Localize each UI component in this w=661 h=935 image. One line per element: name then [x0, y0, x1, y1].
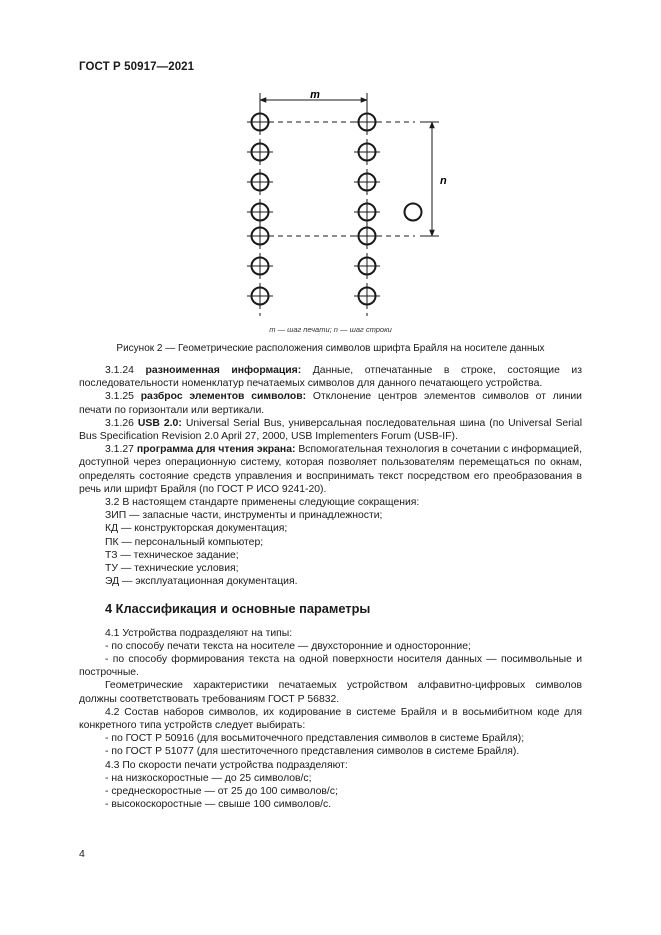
figure-legend: m — шаг печати; n — шаг строки — [269, 325, 392, 334]
paragraph-4-2: 4.2 Состав наборов символов, их кодирование в системе Брайля и в восьмибитном коде для конкретного типа устройств следует выбирать: — [79, 706, 582, 732]
label-m: m — [310, 89, 320, 101]
document-body — [79, 364, 582, 812]
list-item: - на низкоскоростные — до 25 символов/с; — [105, 772, 312, 784]
paragraph-4-1: 4.1 Устройства подразделяют на типы: — [105, 627, 293, 639]
abbreviations-intro: 3.2 В настоящем стандарте применены следующие сокращения: — [105, 497, 420, 509]
dimension-n — [420, 122, 447, 236]
figure-caption: Рисунок 2 — Геометрические расположения символов шрифта Брайля на носителе данных — [116, 343, 545, 354]
paragraph-geometry: Геометрические характеристики печатаемых устройством алфавитно-цифровых символов должны соответствовать требованиям ГОСТ Р 56832. — [79, 680, 582, 705]
abbreviation-item: ЭД — эксплуатационная документация. — [105, 576, 298, 588]
abbreviation-item: ЗИП — запасные части, инструменты и принадлежности; — [105, 510, 383, 522]
list-item: - по способу печати текста на носителе — двухсторонние и односторонние; — [105, 640, 471, 652]
definition-3-1-27: 3.1.27 программа для чтения экрана: Вспомогательная технология в сочетании с информацией, доступной через операционную систему, которая позволяет пользователям перемещаться по окнам, определять состояние средств управления и воспринимать текст посредством его преобразования в речь или шрифт Брайля (по ГОСТ Р ИСО 9241-20). — [79, 444, 582, 495]
definition-3-1-24: 3.1.24 разноименная информация: Данные, отпечатанные в строке, состоящие из последовательности номенклатур печатаемых символов для данного печатающего устройства. — [79, 365, 582, 390]
paragraph-4-3: 4.3 По скорости печати устройства подразделяют: — [105, 759, 348, 771]
label-n: n — [440, 175, 447, 187]
section-heading: 4 Классификация и основные параметры — [105, 601, 371, 617]
definition-3-1-25: 3.1.25 разброс элементов символов: Отклонение центров элементов символов от линии печати по горизонтали или вертикали. — [79, 391, 582, 416]
page-number: 4 — [79, 848, 85, 860]
document-header: ГОСТ Р 50917—2021 — [79, 61, 195, 73]
abbreviation-item: ПК — персональный компьютер; — [105, 536, 264, 548]
list-item: - высокоскоростные — свыше 100 символов/с. — [105, 799, 332, 811]
abbreviation-item: КД — конструкторская документация; — [105, 523, 288, 535]
list-item: - по способу формирования текста на одной поверхности носителя данных — посимвольные и построчные. — [79, 654, 582, 679]
list-item: - по ГОСТ Р 51077 (для шеститочечного представления символов в системе Брайля). — [105, 746, 520, 758]
definition-3-1-26: 3.1.26 USB 2.0: Universal Serial Bus, универсальная последовательная шина (по Universal Serial Bus Specification Revision 2.0 April 27, 2000, USB Implementers Forum (USB-IF). — [79, 417, 583, 443]
list-item: - по ГОСТ Р 50916 (для восьмиточечного представления символов в системе Брайля); — [105, 733, 525, 745]
braille-dot — [405, 204, 422, 221]
abbreviation-item: ТЗ — техническое задание; — [105, 549, 239, 561]
dimension-m — [260, 89, 367, 110]
abbreviation-item: ТУ — технические условия; — [105, 563, 239, 575]
braille-geometry-figure — [235, 86, 465, 316]
grid-lines — [260, 122, 415, 236]
braille-dots — [247, 109, 422, 316]
list-item: - среднескоростные — от 25 до 100 символов/с; — [105, 786, 338, 798]
